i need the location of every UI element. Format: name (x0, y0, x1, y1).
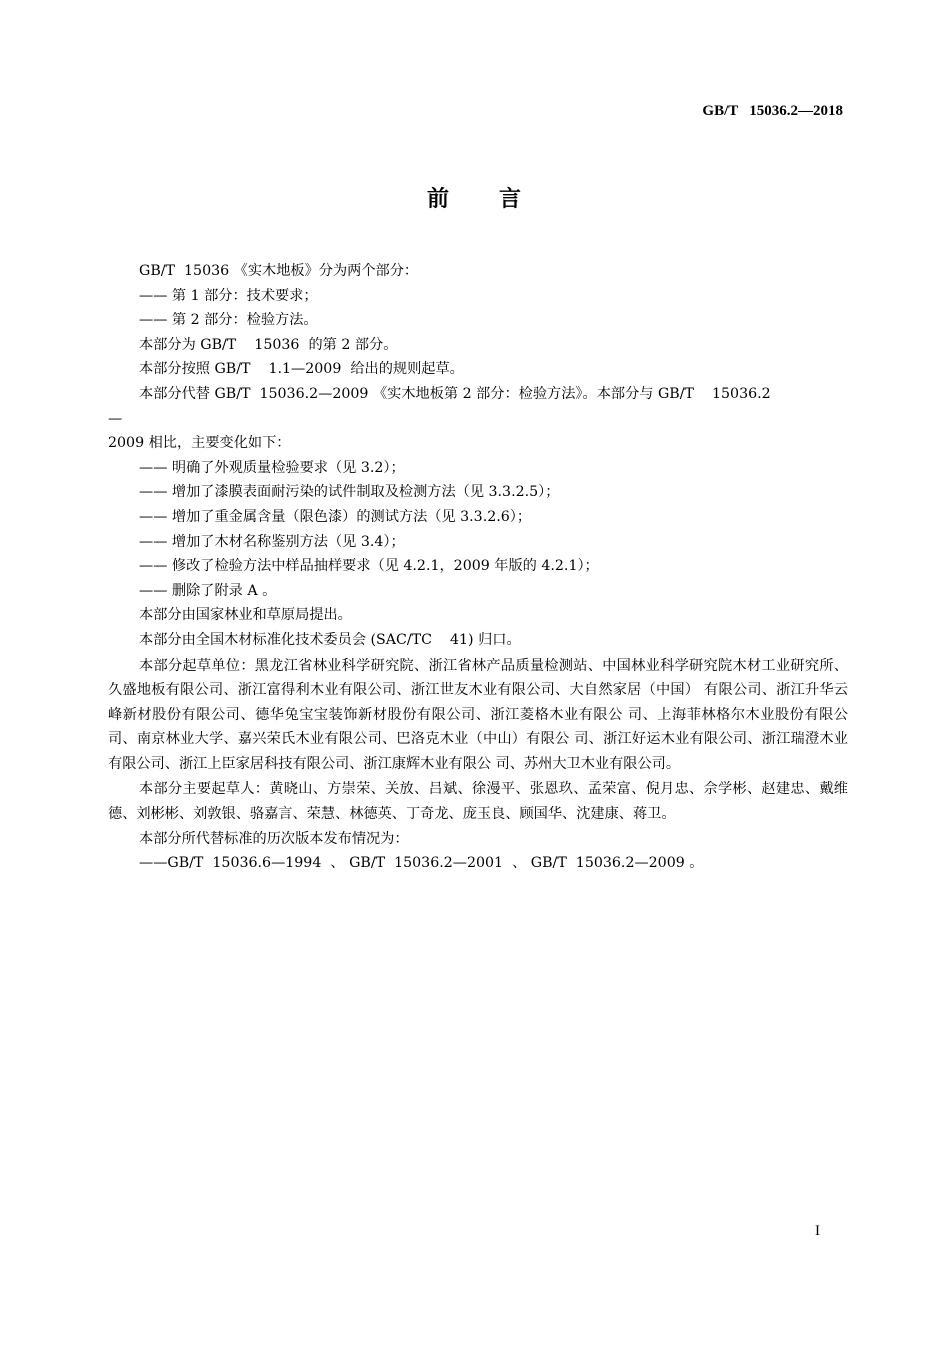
proposed-by-line: 本部分由国家林业和草原局提出。 (139, 607, 352, 624)
drafting-rules-line: 本部分按照 GB/T 1.1—2009 给出的规则起草。 (139, 361, 464, 378)
replaces-line-dash: — (108, 410, 123, 427)
page-title: 前 言 (426, 187, 523, 212)
change-list-item: —— 明确了外观质量检验要求（见 3.2）； (139, 459, 405, 476)
part-list-item: —— 第 2 部分：检验方法。 (139, 312, 318, 329)
change-list-item: —— 删除了附录 A 。 (139, 582, 277, 599)
change-list-item: —— 增加了漆膜表面耐污染的试件制取及检测方法（见 3.3.2.5）； (139, 484, 560, 501)
foreword-body (108, 259, 848, 876)
centralized-by-line: 本部分由全国木材标准化技术委员会 (SAC/TC 41) 归口。 (139, 631, 521, 648)
change-list-item: —— 增加了木材名称鉴别方法（见 3.4）； (139, 533, 405, 550)
history-intro-line: 本部分所代替标准的历次版本发布情况为： (139, 830, 409, 847)
part-list-item: —— 第 1 部分：技术要求； (139, 287, 318, 304)
drafting-units-paragraph: 本部分起草单位：黑龙江省林业科学研究院、浙江省林产品质量检测站、中国林业科学研究院木材工业研究所、久盛地板有限公司、浙江富得利木业有限公司、浙江世友木业有限公司、大自然家居（中国） 有限公司、浙江升华云峰新材股份有限公司、德华兔宝宝装饰新材股份有限公司、浙江菱格木业有限公 司、上海菲林格尔木业股份有限公司、南京林业大学、嘉兴荣氏木业有限公司、巴洛克木业（中山）有限公 司、浙江好运木业有限公司、浙江瑞澄木业有限公司、浙江上臣家居科技有限公司、浙江康辉木业有限公 司、苏州大卫木业有限公司。 (108, 657, 848, 772)
change-list-item: —— 增加了重金属含量（限色漆）的测试方法（见 3.3.2.6）； (139, 508, 532, 525)
standard-number: GB/T 15036.2—2018 (702, 103, 843, 119)
change-list-item: —— 修改了检验方法中样品抽样要求（见 4.2.1，2009 年版的 4.2.1）； (139, 558, 599, 575)
this-part-line: 本部分为 GB/T 15036 的第 2 部分。 (139, 336, 398, 353)
replaces-line-continued: 2009 相比，主要变化如下： (108, 435, 291, 452)
history-list-line: ——GB/T 15036.6—1994 、 GB/T 15036.2—2001 、 GB/T 15036.2—2009 。 (139, 855, 704, 872)
drafters-paragraph: 本部分主要起草人：黄晓山、方崇荣、关放、吕斌、徐漫平、张恩玖、孟荣富、倪月忠、佘学彬、赵建忠、戴维德、刘彬彬、刘敦银、骆嘉言、荣慧、林德英、丁奇龙、庞玉良、顾国华、沈建康、蒋卫。 (108, 781, 848, 823)
intro-line: GB/T 15036 《实木地板》分为两个部分： (139, 263, 419, 279)
replaces-line: 本部分代替 GB/T 15036.2—2009 《实木地板第 2 部分：检验方法》。本部分与 GB/T 15036.2 (139, 385, 771, 402)
page-number: I (815, 1223, 820, 1239)
